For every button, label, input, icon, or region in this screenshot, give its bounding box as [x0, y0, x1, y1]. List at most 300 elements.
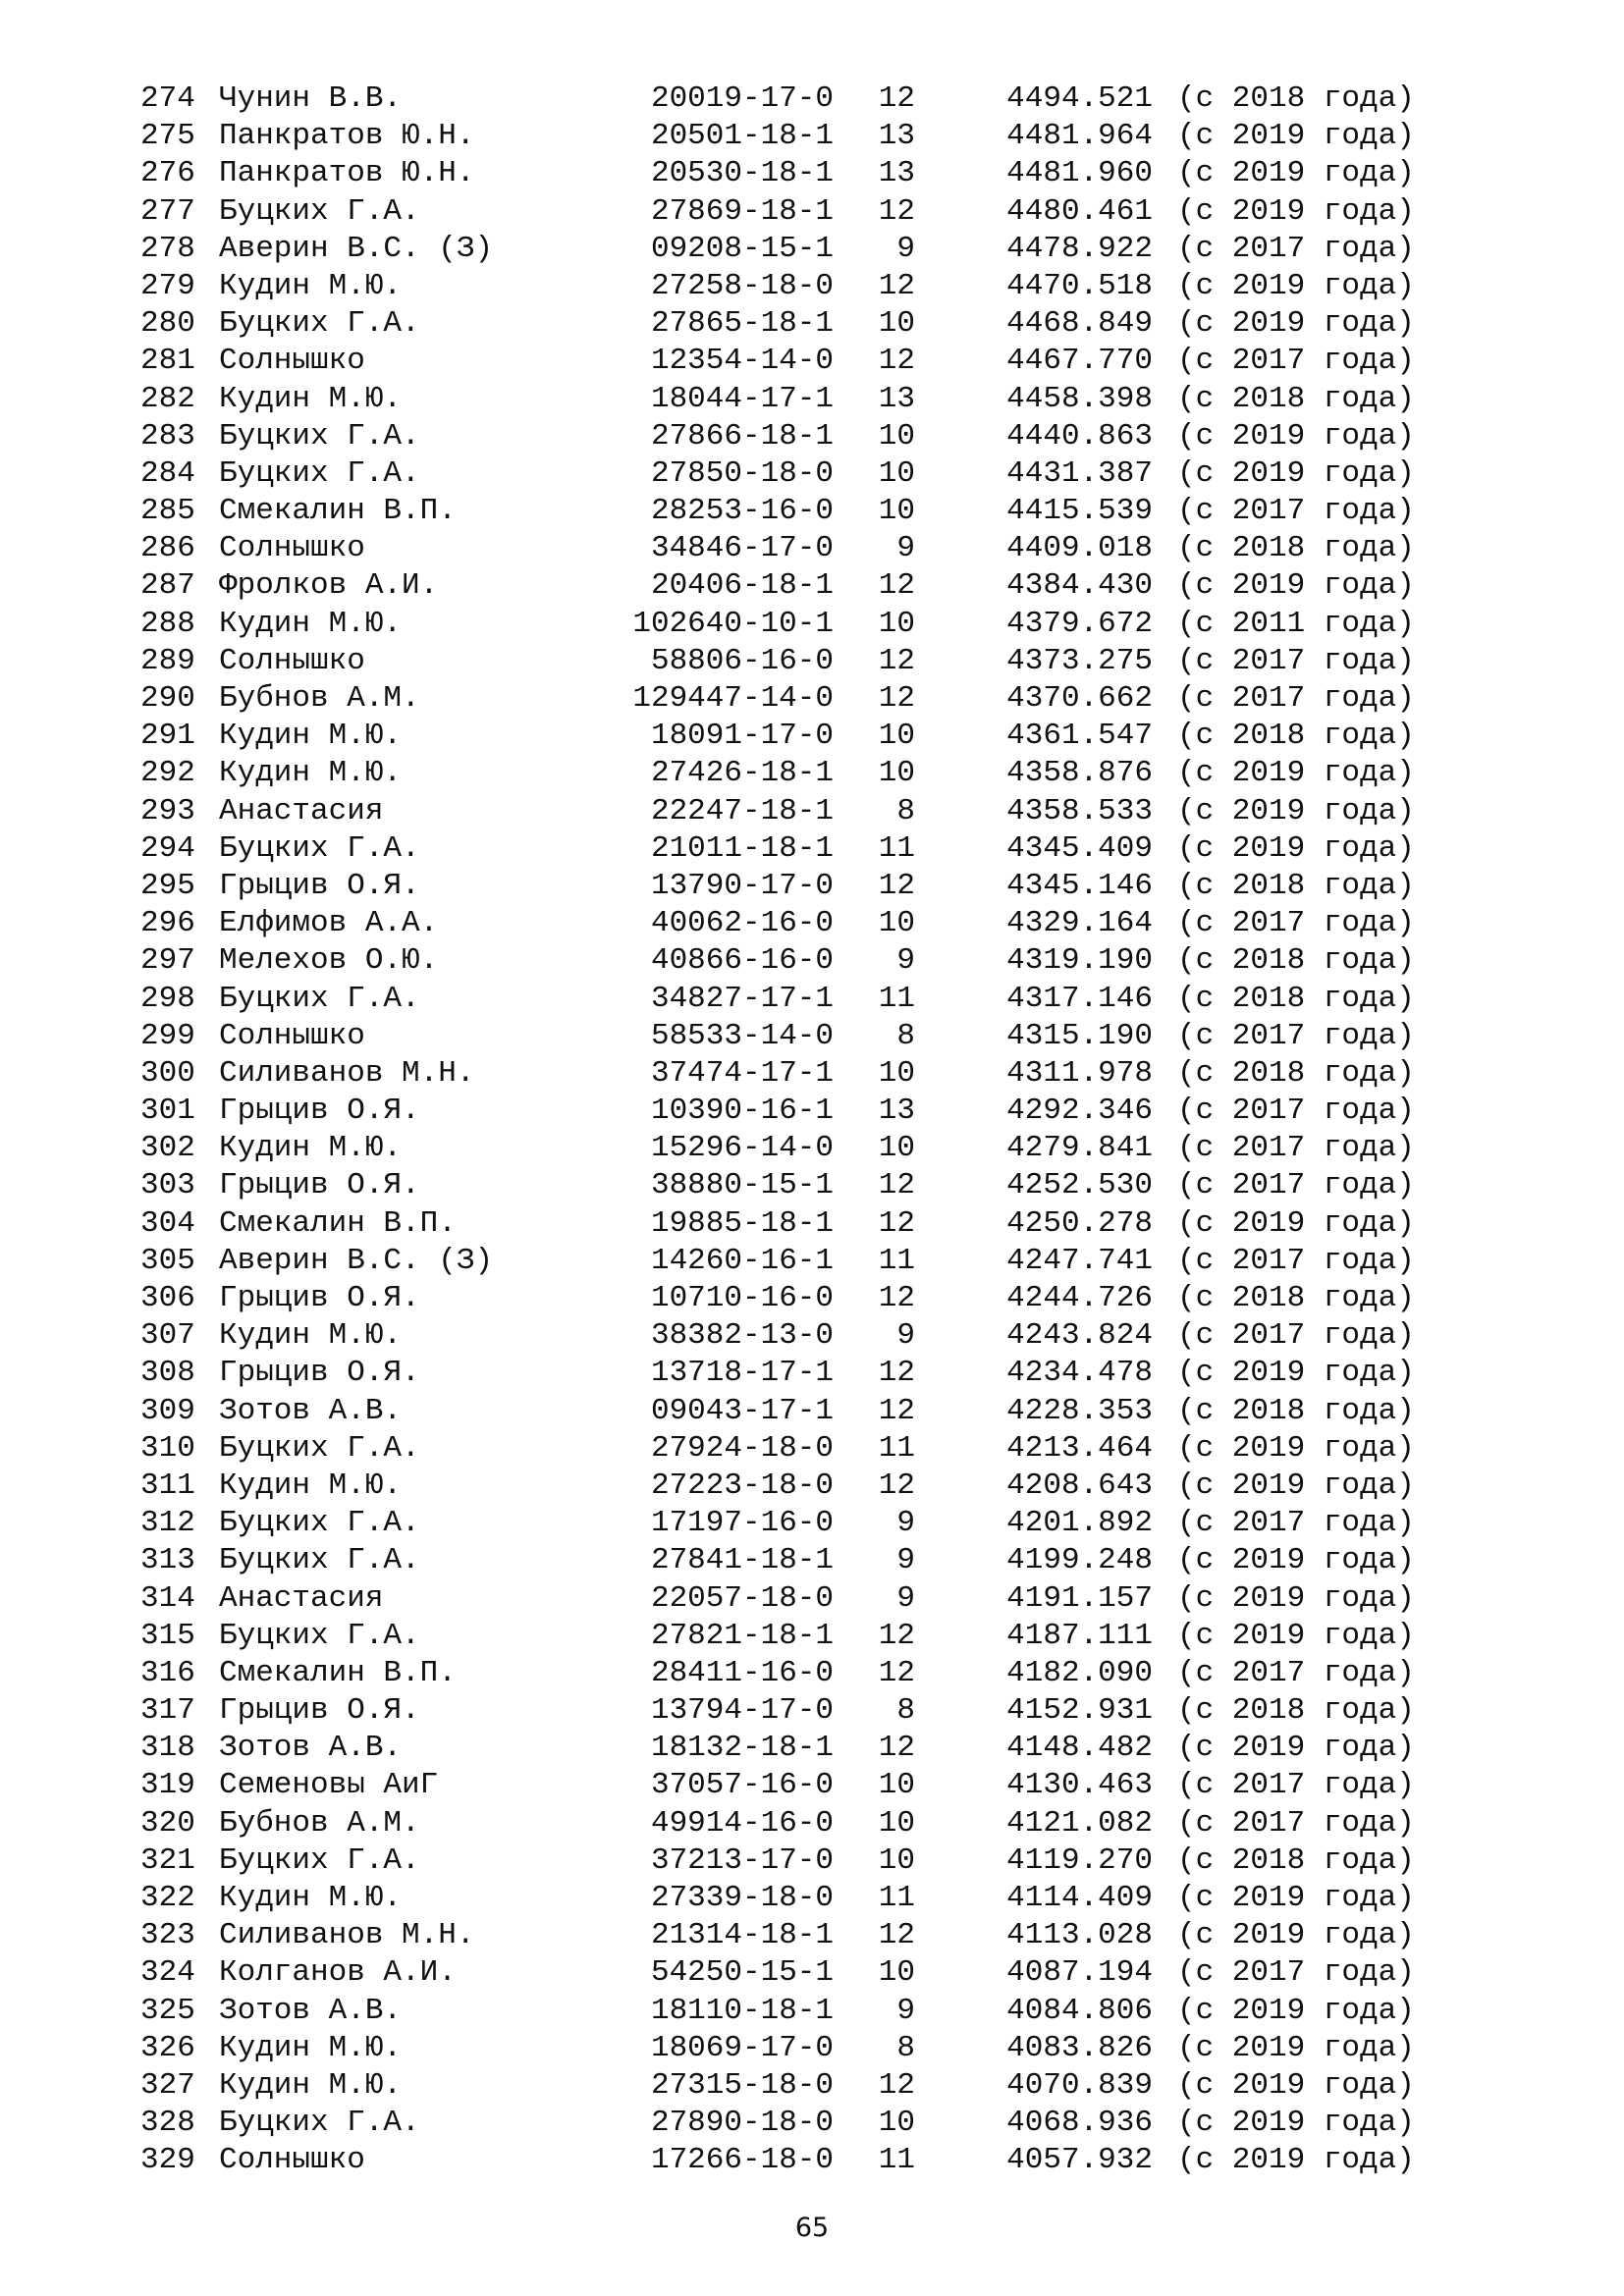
row-count: 11	[878, 981, 915, 1016]
row-code: 40866-16-0	[650, 943, 834, 979]
row-code: 10710-16-0	[650, 1281, 834, 1315]
list-row	[0, 718, 1624, 755]
row-since-year: (с 2018 года)	[1177, 1055, 1415, 1091]
row-number: 319	[140, 1768, 195, 1803]
row-name: Анастасия	[219, 1580, 384, 1616]
list-row	[0, 1842, 1624, 1880]
list-row	[0, 1542, 1624, 1579]
row-since-year: (с 2019 года)	[1177, 568, 1415, 604]
row-code: 27865-18-1	[650, 306, 834, 342]
list-row	[0, 1692, 1624, 1730]
row-number: 278	[140, 231, 195, 266]
row-count: 8	[896, 2030, 915, 2065]
list-row	[0, 2142, 1624, 2179]
row-count: 11	[878, 1243, 915, 1278]
row-code: 20530-18-1	[650, 156, 834, 191]
row-since-year: (с 2018 года)	[1177, 1281, 1415, 1315]
row-count: 10	[878, 606, 915, 641]
row-count: 10	[878, 494, 915, 529]
row-code: 49914-16-0	[650, 1805, 834, 1841]
row-code: 21011-18-1	[650, 830, 834, 866]
row-number: 315	[140, 1618, 195, 1653]
row-value: 4208.643	[1006, 1468, 1153, 1503]
row-value: 4070.839	[1006, 2067, 1153, 2103]
row-number: 284	[140, 455, 195, 491]
row-count: 12	[878, 344, 915, 379]
row-number: 308	[140, 1356, 195, 1391]
list-row	[0, 2030, 1624, 2067]
row-code: 18110-18-1	[650, 1993, 834, 2028]
row-value: 4345.409	[1006, 830, 1153, 866]
row-count: 10	[878, 1131, 915, 1166]
row-since-year: (с 2019 года)	[1177, 119, 1415, 154]
row-name: Мелехов О.Ю.	[219, 943, 439, 979]
row-since-year: (с 2018 года)	[1177, 981, 1415, 1016]
row-since-year: (с 2019 года)	[1177, 1356, 1415, 1391]
row-number: 316	[140, 1655, 195, 1690]
row-count: 12	[878, 1205, 915, 1241]
row-count: 11	[878, 1881, 915, 1915]
row-since-year: (с 2017 года)	[1177, 1768, 1415, 1803]
row-code: 27223-18-0	[650, 1468, 834, 1503]
row-code: 28253-16-0	[650, 494, 834, 529]
list-row	[0, 1618, 1624, 1655]
row-count: 12	[878, 268, 915, 303]
row-value: 4279.841	[1006, 1131, 1153, 1166]
row-code: 102640-10-1	[632, 606, 834, 641]
row-since-year: (с 2011 года)	[1177, 606, 1415, 641]
row-name: Буцких Г.А.	[219, 981, 420, 1016]
list-row	[0, 1767, 1624, 1804]
row-code: 27821-18-1	[650, 1618, 834, 1653]
row-code: 27339-18-0	[650, 1881, 834, 1915]
list-row	[0, 1205, 1624, 1243]
row-name: Колганов А.И.	[219, 1955, 457, 1991]
row-number: 282	[140, 381, 195, 416]
list-row	[0, 231, 1624, 268]
row-value: 4467.770	[1006, 344, 1153, 379]
row-name: Елфимов А.А.	[219, 906, 439, 941]
row-count: 10	[878, 906, 915, 941]
row-number: 274	[140, 81, 195, 116]
row-name: Грыцив О.Я.	[219, 1281, 420, 1315]
row-code: 13718-17-1	[650, 1356, 834, 1391]
row-number: 280	[140, 306, 195, 342]
row-name: Аверин В.С. (З)	[219, 231, 494, 266]
row-value: 4292.346	[1006, 1094, 1153, 1129]
row-name: Зотов А.В.	[219, 1993, 403, 2028]
row-value: 4494.521	[1006, 81, 1153, 116]
row-value: 4361.547	[1006, 719, 1153, 754]
list-row	[0, 830, 1624, 868]
row-name: Силиванов М.Н.	[219, 1055, 475, 1091]
row-number: 323	[140, 1918, 195, 1953]
row-code: 27890-18-0	[650, 2106, 834, 2141]
row-code: 27924-18-0	[650, 1430, 834, 1466]
row-number: 317	[140, 1693, 195, 1729]
row-code: 14260-16-1	[650, 1243, 834, 1278]
row-name: Грыцив О.Я.	[219, 1693, 420, 1729]
row-name: Буцких Г.А.	[219, 830, 420, 866]
row-count: 12	[878, 2067, 915, 2103]
row-since-year: (с 2019 года)	[1177, 1543, 1415, 1578]
row-code: 22247-18-1	[650, 793, 834, 828]
list-row	[0, 268, 1624, 305]
row-count: 12	[878, 1731, 915, 1766]
row-number: 291	[140, 719, 195, 754]
row-number: 313	[140, 1543, 195, 1578]
row-value: 4345.146	[1006, 868, 1153, 903]
row-value: 4152.931	[1006, 1693, 1153, 1729]
list-row	[0, 942, 1624, 980]
row-value: 4083.826	[1006, 2030, 1153, 2065]
row-count: 11	[878, 830, 915, 866]
row-code: 22057-18-0	[650, 1580, 834, 1616]
list-row	[0, 155, 1624, 192]
row-name: Зотов А.В.	[219, 1731, 403, 1766]
row-count: 9	[896, 1993, 915, 2028]
row-count: 9	[896, 1318, 915, 1354]
row-number: 305	[140, 1243, 195, 1278]
list-row	[0, 1018, 1624, 1055]
row-number: 304	[140, 1205, 195, 1241]
row-number: 318	[140, 1731, 195, 1766]
row-name: Бубнов А.М.	[219, 1805, 420, 1841]
row-number: 306	[140, 1281, 195, 1315]
row-code: 09043-17-1	[650, 1393, 834, 1428]
row-since-year: (с 2017 года)	[1177, 1318, 1415, 1354]
row-count: 8	[896, 793, 915, 828]
row-count: 9	[896, 531, 915, 566]
row-name: Семеновы АиГ	[219, 1768, 439, 1803]
list-row	[0, 381, 1624, 418]
row-value: 4114.409	[1006, 1881, 1153, 1915]
row-value: 4068.936	[1006, 2106, 1153, 2141]
list-row	[0, 1505, 1624, 1542]
row-name: Грыцив О.Я.	[219, 1168, 420, 1203]
row-since-year: (с 2018 года)	[1177, 1693, 1415, 1729]
row-number: 325	[140, 1993, 195, 2028]
row-name: Солнышко	[219, 344, 365, 379]
row-number: 324	[140, 1955, 195, 1991]
row-count: 11	[878, 2143, 915, 2178]
row-name: Кудин М.Ю.	[219, 719, 403, 754]
row-code: 58533-14-0	[650, 1018, 834, 1053]
list-row	[0, 1093, 1624, 1130]
row-value: 4481.960	[1006, 156, 1153, 191]
row-value: 4440.863	[1006, 418, 1153, 454]
row-since-year: (с 2017 года)	[1177, 906, 1415, 941]
row-since-year: (с 2018 года)	[1177, 531, 1415, 566]
row-count: 8	[896, 1693, 915, 1729]
row-code: 15296-14-0	[650, 1131, 834, 1166]
row-value: 4358.876	[1006, 756, 1153, 791]
row-since-year: (с 2017 года)	[1177, 643, 1415, 678]
row-since-year: (с 2019 года)	[1177, 156, 1415, 191]
row-name: Панкратов Ю.Н.	[219, 119, 475, 154]
row-since-year: (с 2019 года)	[1177, 193, 1415, 229]
list-row	[0, 1430, 1624, 1468]
row-number: 297	[140, 943, 195, 979]
row-number: 290	[140, 681, 195, 716]
row-count: 12	[878, 1281, 915, 1315]
row-name: Кудин М.Ю.	[219, 1131, 403, 1166]
row-count: 12	[878, 1393, 915, 1428]
row-code: 09208-15-1	[650, 231, 834, 266]
row-value: 4191.157	[1006, 1580, 1153, 1616]
row-code: 21314-18-1	[650, 1918, 834, 1953]
row-since-year: (с 2019 года)	[1177, 268, 1415, 303]
row-number: 275	[140, 119, 195, 154]
row-value: 4317.146	[1006, 981, 1153, 1016]
row-value: 4329.164	[1006, 906, 1153, 941]
list-row	[0, 1468, 1624, 1505]
row-count: 12	[878, 868, 915, 903]
row-number: 329	[140, 2143, 195, 2178]
row-since-year: (с 2019 года)	[1177, 1993, 1415, 2028]
row-code: 18091-17-0	[650, 719, 834, 754]
row-value: 4358.533	[1006, 793, 1153, 828]
row-number: 312	[140, 1506, 195, 1541]
row-since-year: (с 2019 года)	[1177, 1205, 1415, 1241]
row-value: 4213.464	[1006, 1430, 1153, 1466]
list-row	[0, 1954, 1624, 1992]
row-count: 12	[878, 1468, 915, 1503]
list-row	[0, 905, 1624, 942]
row-count: 12	[878, 1918, 915, 1953]
row-value: 4182.090	[1006, 1655, 1153, 1690]
row-count: 10	[878, 306, 915, 342]
row-name: Буцких Г.А.	[219, 306, 420, 342]
page-number: 65	[794, 2213, 830, 2243]
row-count: 10	[878, 1055, 915, 1091]
row-name: Чунин В.В.	[219, 81, 403, 116]
row-count: 12	[878, 643, 915, 678]
row-count: 9	[896, 943, 915, 979]
row-since-year: (с 2019 года)	[1177, 2143, 1415, 2178]
row-value: 4199.248	[1006, 1543, 1153, 1578]
row-count: 10	[878, 418, 915, 454]
row-since-year: (с 2017 года)	[1177, 494, 1415, 529]
row-number: 292	[140, 756, 195, 791]
list-row	[0, 643, 1624, 680]
row-value: 4121.082	[1006, 1805, 1153, 1841]
row-code: 27426-18-1	[650, 756, 834, 791]
list-row	[0, 1055, 1624, 1093]
row-number: 277	[140, 193, 195, 229]
row-since-year: (с 2017 года)	[1177, 1243, 1415, 1278]
row-name: Кудин М.Ю.	[219, 268, 403, 303]
row-name: Грыцив О.Я.	[219, 1356, 420, 1391]
row-value: 4057.932	[1006, 2143, 1153, 2178]
row-name: Аверин В.С. (З)	[219, 1243, 494, 1278]
row-since-year: (с 2018 года)	[1177, 81, 1415, 116]
row-name: Силиванов М.Н.	[219, 1918, 475, 1953]
row-value: 4315.190	[1006, 1018, 1153, 1053]
row-since-year: (с 2019 года)	[1177, 756, 1415, 791]
row-name: Буцких Г.А.	[219, 418, 420, 454]
row-code: 10390-16-1	[650, 1094, 834, 1129]
row-name: Буцких Г.А.	[219, 455, 420, 491]
row-number: 276	[140, 156, 195, 191]
row-value: 4311.978	[1006, 1055, 1153, 1091]
row-value: 4458.398	[1006, 381, 1153, 416]
row-value: 4234.478	[1006, 1356, 1153, 1391]
list-row	[0, 981, 1624, 1018]
list-row	[0, 343, 1624, 380]
row-count: 9	[896, 1543, 915, 1578]
row-value: 4247.741	[1006, 1243, 1153, 1278]
row-name: Кудин М.Ю.	[219, 1468, 403, 1503]
row-value: 4478.922	[1006, 231, 1153, 266]
row-number: 281	[140, 344, 195, 379]
list-row	[0, 530, 1624, 567]
row-since-year: (с 2019 года)	[1177, 1580, 1415, 1616]
row-name: Кудин М.Ю.	[219, 1318, 403, 1354]
row-value: 4468.849	[1006, 306, 1153, 342]
row-code: 27850-18-0	[650, 455, 834, 491]
list-row	[0, 1880, 1624, 1917]
row-count: 13	[878, 156, 915, 191]
row-code: 13790-17-0	[650, 868, 834, 903]
row-number: 300	[140, 1055, 195, 1091]
row-value: 4201.892	[1006, 1506, 1153, 1541]
row-number: 320	[140, 1805, 195, 1841]
list-row	[0, 2105, 1624, 2142]
row-since-year: (с 2019 года)	[1177, 1881, 1415, 1915]
row-count: 10	[878, 1805, 915, 1841]
row-since-year: (с 2017 года)	[1177, 1506, 1415, 1541]
row-value: 4119.270	[1006, 1842, 1153, 1878]
row-number: 283	[140, 418, 195, 454]
row-code: 54250-15-1	[650, 1955, 834, 1991]
row-count: 9	[896, 1506, 915, 1541]
row-number: 286	[140, 531, 195, 566]
row-count: 11	[878, 1430, 915, 1466]
row-value: 4087.194	[1006, 1955, 1153, 1991]
row-since-year: (с 2019 года)	[1177, 1918, 1415, 1953]
row-count: 10	[878, 756, 915, 791]
row-number: 289	[140, 643, 195, 678]
list-row	[0, 1167, 1624, 1204]
row-name: Кудин М.Ю.	[219, 2030, 403, 2065]
row-number: 287	[140, 568, 195, 604]
list-row	[0, 193, 1624, 231]
row-since-year: (с 2018 года)	[1177, 943, 1415, 979]
row-code: 34846-17-0	[650, 531, 834, 566]
row-number: 295	[140, 868, 195, 903]
row-name: Буцких Г.А.	[219, 193, 420, 229]
row-since-year: (с 2019 года)	[1177, 830, 1415, 866]
row-code: 27258-18-0	[650, 268, 834, 303]
row-count: 10	[878, 1842, 915, 1878]
row-value: 4113.028	[1006, 1918, 1153, 1953]
row-number: 299	[140, 1018, 195, 1053]
row-since-year: (с 2017 года)	[1177, 1094, 1415, 1129]
row-number: 303	[140, 1168, 195, 1203]
row-name: Анастасия	[219, 793, 384, 828]
list-row	[0, 793, 1624, 830]
row-name: Смекалин В.П.	[219, 1655, 457, 1690]
row-name: Кудин М.Ю.	[219, 606, 403, 641]
list-row	[0, 755, 1624, 792]
row-number: 298	[140, 981, 195, 1016]
row-since-year: (с 2017 года)	[1177, 1168, 1415, 1203]
row-code: 20501-18-1	[650, 119, 834, 154]
row-count: 12	[878, 81, 915, 116]
row-name: Грыцив О.Я.	[219, 868, 420, 903]
list-row	[0, 455, 1624, 493]
row-since-year: (с 2018 года)	[1177, 868, 1415, 903]
row-since-year: (с 2017 года)	[1177, 681, 1415, 716]
row-count: 12	[878, 1655, 915, 1690]
list-row	[0, 1917, 1624, 1954]
list-row	[0, 1655, 1624, 1692]
list-row	[0, 868, 1624, 905]
row-number: 310	[140, 1430, 195, 1466]
row-count: 10	[878, 1768, 915, 1803]
row-value: 4319.190	[1006, 943, 1153, 979]
row-count: 8	[896, 1018, 915, 1053]
row-count: 13	[878, 1094, 915, 1129]
row-since-year: (с 2019 года)	[1177, 2106, 1415, 2141]
row-code: 38880-15-1	[650, 1168, 834, 1203]
row-number: 307	[140, 1318, 195, 1354]
row-number: 293	[140, 793, 195, 828]
row-code: 27866-18-1	[650, 418, 834, 454]
row-value: 4481.964	[1006, 119, 1153, 154]
row-count: 10	[878, 719, 915, 754]
row-since-year: (с 2019 года)	[1177, 455, 1415, 491]
row-value: 4148.482	[1006, 1731, 1153, 1766]
row-value: 4415.539	[1006, 494, 1153, 529]
ranking-list	[0, 80, 1624, 2180]
list-row	[0, 1730, 1624, 1767]
row-name: Смекалин В.П.	[219, 1205, 457, 1241]
row-value: 4373.275	[1006, 643, 1153, 678]
row-code: 38382-13-0	[650, 1318, 834, 1354]
row-number: 294	[140, 830, 195, 866]
row-value: 4409.018	[1006, 531, 1153, 566]
list-row	[0, 1130, 1624, 1167]
row-code: 58806-16-0	[650, 643, 834, 678]
row-since-year: (с 2017 года)	[1177, 1131, 1415, 1166]
list-row	[0, 493, 1624, 530]
list-row	[0, 1243, 1624, 1280]
row-name: Солнышко	[219, 2143, 365, 2178]
row-value: 4130.463	[1006, 1768, 1153, 1803]
row-since-year: (с 2018 года)	[1177, 381, 1415, 416]
list-row	[0, 567, 1624, 605]
row-since-year: (с 2019 года)	[1177, 418, 1415, 454]
row-since-year: (с 2017 года)	[1177, 1955, 1415, 1991]
row-name: Панкратов Ю.Н.	[219, 156, 475, 191]
row-value: 4370.662	[1006, 681, 1153, 716]
row-count: 10	[878, 455, 915, 491]
row-count: 12	[878, 681, 915, 716]
row-code: 17197-16-0	[650, 1506, 834, 1541]
row-since-year: (с 2017 года)	[1177, 344, 1415, 379]
row-name: Кудин М.Ю.	[219, 381, 403, 416]
row-number: 279	[140, 268, 195, 303]
list-row	[0, 1993, 1624, 2030]
row-count: 9	[896, 231, 915, 266]
row-code: 27869-18-1	[650, 193, 834, 229]
row-name: Грыцив О.Я.	[219, 1094, 420, 1129]
row-value: 4431.387	[1006, 455, 1153, 491]
list-row	[0, 418, 1624, 455]
list-row	[0, 2067, 1624, 2105]
